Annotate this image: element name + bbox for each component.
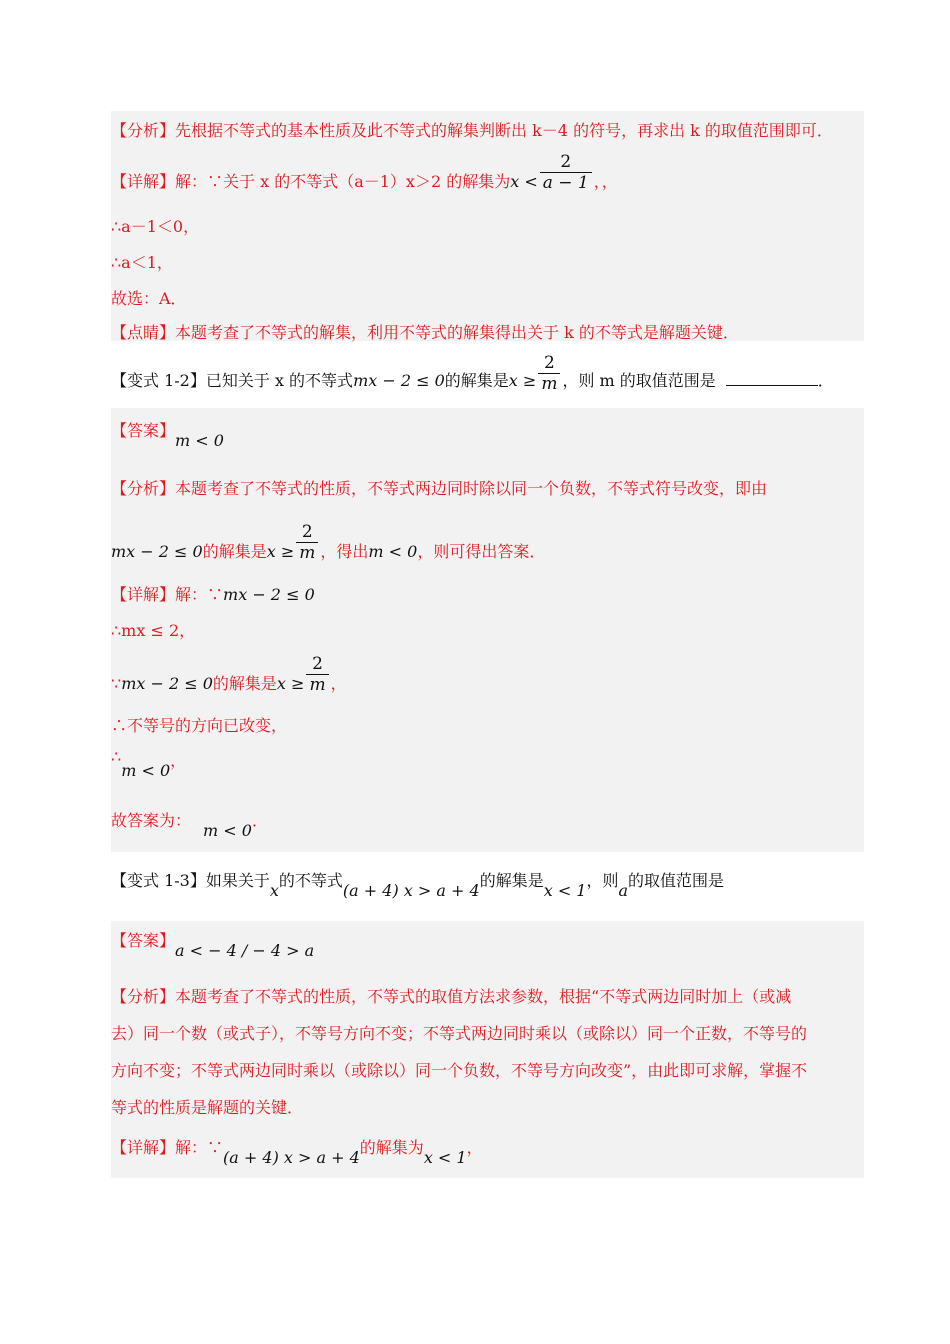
fraction-denominator: m (309, 675, 326, 695)
answer-line (111, 418, 224, 450)
detail-line (111, 152, 618, 193)
analysis-text: 去）同一个数（或式子），不等号方向不变；不等式两边同时乘以（或除以）同一个正数，不等号的 (111, 1024, 808, 1043)
step-line-2: ∴a＜1， (111, 253, 173, 272)
step-expr: mx − 2 ≤ 0 (121, 674, 213, 693)
analysis-mid-2: ，得出 (320, 542, 369, 561)
solution-box-1 (111, 111, 864, 341)
step-line-1: ∴a－1＜0， (111, 217, 200, 236)
question-text-b: 的不等式 (278, 871, 343, 890)
step-line-2 (111, 654, 347, 695)
point-text: 本题考查了不等式的解集，利用不等式的解集得出关于 k 的不等式是解题关键． (175, 323, 739, 342)
point-tag: 【点睛】 (111, 323, 176, 342)
final-expr: m < 0 (203, 821, 252, 840)
analysis-text: 本题考查了不等式的性质，不等式的取值方法求参数，根据“不等式两边同时加上（或减 (175, 987, 792, 1006)
step-prefix: ∵ (111, 674, 122, 693)
analysis-tag: 【分析】 (111, 987, 176, 1006)
step-line-1: ∴mx ≤ 2， (111, 621, 196, 640)
detail-line (111, 582, 315, 605)
question-lhs: x ≥ (508, 371, 537, 390)
question-fraction (538, 353, 560, 394)
answer-blank (726, 371, 818, 386)
fraction-numerator: 2 (306, 654, 328, 675)
question-text-d: ，则 (586, 871, 619, 890)
step-expr: m < 0 (121, 761, 171, 780)
analysis-text: 等式的性质是解题的关键． (111, 1098, 304, 1117)
detail-fraction (540, 152, 592, 193)
analysis-mid: 的解集是 (202, 542, 267, 561)
detail-mid: 的解集为 (359, 1138, 424, 1157)
question-expr: mx − 2 ≤ 0 (353, 371, 445, 390)
analysis-paragraph (111, 978, 856, 1126)
fraction-denominator: m (299, 543, 316, 563)
question-text-e: 的取值范围是 (628, 871, 725, 890)
detail-line (111, 1135, 483, 1167)
detail-tag: 【详解】 (111, 172, 176, 191)
fraction-numerator: 2 (296, 522, 318, 543)
analysis-text: 先根据不等式的基本性质及此不等式的解集判断出 k－4 的符号，再求出 k 的取值范围即可． (175, 121, 833, 140)
detail-expr: mx − 2 ≤ 0 (223, 585, 315, 604)
step-end: ， (330, 674, 347, 693)
question-tag: 【变式 1-3】 (111, 871, 206, 890)
detail-expr: (a + 4) x > a + 4 (223, 1148, 360, 1167)
question-var-a: a (618, 881, 629, 900)
question-solution: x < 1 (543, 881, 587, 900)
analysis-text: 本题考查了不等式的性质，不等式两边同时除以同一个负数，不等式符号改变，即由 (175, 479, 768, 498)
final-end: ． (251, 811, 268, 830)
detail-end: ， (466, 1138, 483, 1157)
question-expr: (a + 4) x > a + 4 (342, 881, 480, 900)
step-lhs: x ≥ (276, 674, 305, 693)
detail-solution: x < 1 (423, 1148, 467, 1167)
step-end: ， (170, 751, 187, 770)
analysis-lhs: x ≥ (266, 542, 295, 561)
fraction-denominator: m (541, 374, 558, 394)
detail-suffix: ，， (593, 172, 618, 191)
analysis-tag: 【分析】 (111, 479, 176, 498)
step-mid: 的解集是 (212, 674, 277, 693)
question-text-a: 如果关于 (205, 871, 270, 890)
analysis-line (111, 118, 833, 141)
question-tag: 【变式 1-2】 (111, 371, 206, 390)
analysis-line (111, 476, 767, 499)
detail-tag: 【详解】 (111, 1138, 176, 1157)
analysis-tag: 【分析】 (111, 121, 176, 140)
detail-tag: 【详解】 (111, 585, 176, 604)
analysis-line-2 (111, 522, 545, 563)
question-text-a: 已知关于 x 的不等式 (205, 371, 354, 390)
analysis-expr-2: m < 0 (368, 542, 418, 561)
detail-prefix: 解：∵ (175, 585, 224, 604)
question-var-x: x (269, 881, 279, 900)
detail-prefix: 解：∵关于 x 的不等式（a－1）x＞2 的解集为 (175, 172, 511, 191)
solution-box-2 (111, 408, 864, 852)
detail-prefix: 解：∵ (175, 1138, 224, 1157)
step-prefix: ∴ (111, 747, 122, 766)
answer-line (111, 928, 315, 960)
question-text-c: 的解集是 (479, 871, 544, 890)
analysis-expr: mx − 2 ≤ 0 (111, 542, 203, 561)
answer-value: m < 0 (175, 431, 224, 450)
fraction-denominator: a − 1 (542, 173, 589, 193)
answer-tag: 【答案】 (111, 421, 176, 440)
step-line-3: ∴不等号的方向已改变， (111, 716, 288, 735)
fraction-numerator: 2 (540, 152, 592, 173)
answer-tag: 【答案】 (111, 931, 176, 950)
final-prefix: 故答案为： (111, 811, 192, 830)
question-text-c: ，则 m 的取值范围是 (562, 371, 716, 390)
final-answer-line (111, 808, 268, 840)
step-line-4 (111, 747, 187, 780)
question-1-2 (111, 353, 834, 394)
fraction-numerator: 2 (538, 353, 560, 374)
point-line (111, 320, 739, 343)
detail-lhs: x < (510, 172, 538, 191)
analysis-fraction (296, 522, 318, 563)
analysis-end: ，则可得出答案． (417, 542, 546, 561)
step-fraction (306, 654, 328, 695)
question-text-b: 的解集是 (444, 371, 509, 390)
question-1-3 (111, 868, 725, 900)
analysis-text: 方向不变；不等式两边同时乘以（或除以）同一个负数，不等号方向改变”，由此即可求解，掌握不 (111, 1061, 808, 1080)
choice-line: 故选：A． (111, 289, 187, 308)
question-end: ． (817, 371, 834, 390)
analysis-line (111, 978, 856, 1015)
answer-value: a < − 4 / − 4 > a (175, 941, 315, 960)
